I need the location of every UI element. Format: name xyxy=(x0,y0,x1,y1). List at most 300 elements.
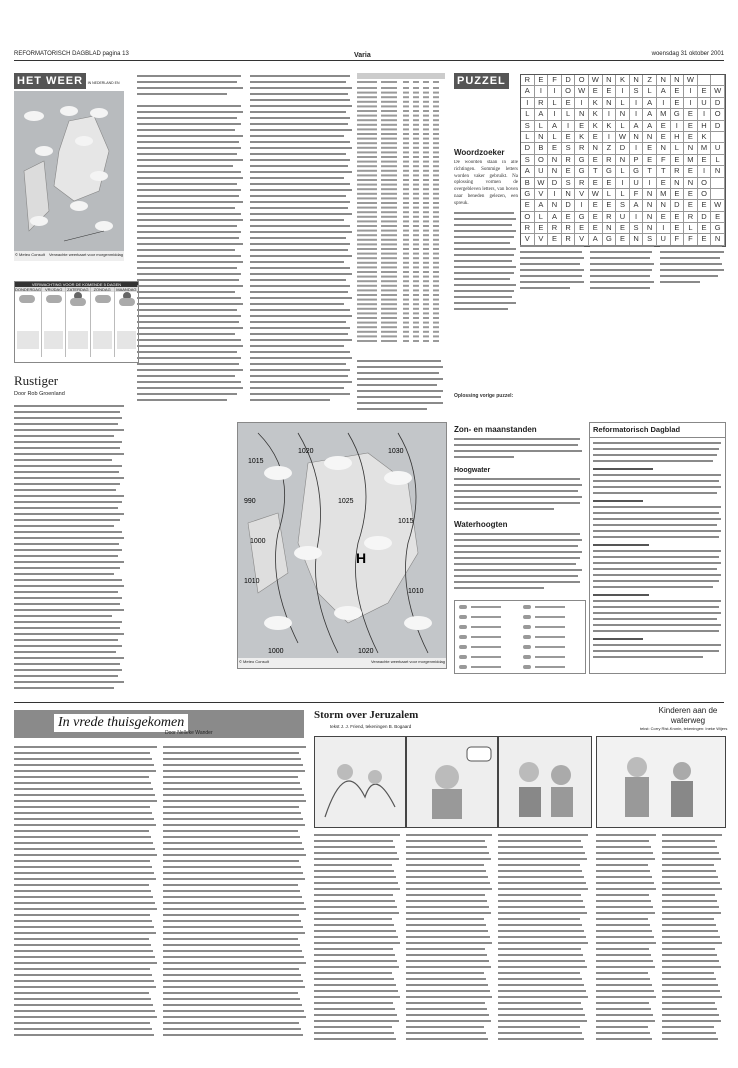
text-line xyxy=(163,746,306,748)
table-cell xyxy=(423,230,429,232)
text-line xyxy=(596,1014,653,1016)
text-line xyxy=(314,996,400,998)
table-cell xyxy=(413,133,419,135)
grid-cell: R xyxy=(521,223,535,234)
puzzle-logo xyxy=(454,73,514,91)
text-line xyxy=(662,834,722,836)
grid-cell: E xyxy=(535,75,549,86)
text-line xyxy=(662,1038,718,1040)
text-line xyxy=(662,930,718,932)
text-line xyxy=(596,930,652,932)
grid-cell: A xyxy=(630,121,644,132)
table-cell xyxy=(413,110,419,112)
text-line xyxy=(163,962,306,964)
text-line xyxy=(662,1032,716,1034)
text-line xyxy=(163,830,298,832)
text-line xyxy=(662,960,719,962)
grid-cell: O xyxy=(521,212,535,223)
table-cell xyxy=(357,101,377,103)
grid-cell: D xyxy=(562,200,576,211)
table-cell xyxy=(433,211,439,213)
table-cell xyxy=(403,331,409,333)
text-line xyxy=(498,972,580,974)
table-cell xyxy=(381,225,397,227)
text-line xyxy=(14,812,152,814)
table-cell xyxy=(381,276,397,278)
text-line xyxy=(596,924,650,926)
text-line xyxy=(14,926,154,928)
table-cell xyxy=(413,276,419,278)
table-cell xyxy=(433,174,439,176)
text-line xyxy=(14,962,157,964)
table-cell xyxy=(403,161,409,163)
table-cell xyxy=(423,151,429,153)
table-cell xyxy=(403,289,409,291)
forecast-day: ZATERDAG xyxy=(66,287,90,357)
table-cell xyxy=(433,101,439,103)
text-line xyxy=(14,974,152,976)
grid-cell: R xyxy=(562,223,576,234)
text-line xyxy=(596,990,654,992)
grid-cell: W xyxy=(575,86,589,97)
grid-cell: V xyxy=(535,234,549,245)
table-cell xyxy=(357,317,377,319)
text-line xyxy=(406,942,492,944)
table-cell xyxy=(413,285,419,287)
kids-text-col-1 xyxy=(596,832,658,1047)
text-line xyxy=(596,876,652,878)
text-line xyxy=(406,1014,489,1016)
grid-cell: L xyxy=(521,109,535,120)
text-line xyxy=(314,1020,399,1022)
comic-text-col-3 xyxy=(498,832,590,1047)
table-cell xyxy=(423,322,429,324)
text-line xyxy=(314,942,400,944)
table-cell xyxy=(423,147,429,149)
text-line xyxy=(596,888,656,890)
table-cell xyxy=(381,133,397,135)
table-cell xyxy=(423,308,429,310)
text-line xyxy=(14,824,156,826)
table-cell xyxy=(433,239,439,241)
table-cell xyxy=(381,266,397,268)
table-cell xyxy=(357,147,377,149)
text-line xyxy=(314,906,397,908)
table-cell xyxy=(381,299,397,301)
grid-cell: E xyxy=(671,189,685,200)
grid-cell: G xyxy=(575,212,589,223)
text-line xyxy=(314,1038,396,1040)
grid-cell: U xyxy=(698,98,712,109)
text-line xyxy=(14,842,153,844)
table-cell xyxy=(357,170,377,172)
puzzle-logo-word: PUZZEL xyxy=(454,73,509,89)
text-line xyxy=(498,1002,581,1004)
table-cell xyxy=(433,289,439,291)
text-line xyxy=(498,894,581,896)
text-line xyxy=(406,834,492,836)
text-line xyxy=(498,990,586,992)
text-line xyxy=(314,984,396,986)
isobar-label: 1010 xyxy=(244,578,260,585)
table-cell xyxy=(413,124,419,126)
grid-cell: M xyxy=(657,109,671,120)
text-line xyxy=(163,890,300,892)
table-cell xyxy=(423,276,429,278)
table-cell xyxy=(403,101,409,103)
text-line xyxy=(406,966,491,968)
grid-cell: E xyxy=(657,212,671,223)
table-cell xyxy=(403,197,409,199)
story-banner xyxy=(14,710,304,738)
text-line xyxy=(596,978,650,980)
text-line xyxy=(406,906,489,908)
text-line xyxy=(163,968,299,970)
text-line xyxy=(314,930,396,932)
grid-cell: S xyxy=(643,234,657,245)
table-cell xyxy=(357,234,377,236)
text-line xyxy=(596,882,654,884)
text-line xyxy=(596,1032,650,1034)
weather-logo-sub: IN NEDERLAND EN xyxy=(87,81,120,85)
table-cell xyxy=(381,184,397,186)
table-cell xyxy=(381,101,397,103)
table-cell xyxy=(413,165,419,167)
weather-map-graphic xyxy=(14,91,124,253)
weather-map-credit: © Meteo Consult xyxy=(15,252,45,257)
grid-cell: E xyxy=(671,98,685,109)
colophon-title: Reformatorisch Dagblad xyxy=(590,423,725,438)
grid-cell: I xyxy=(698,109,712,120)
table-cell xyxy=(413,138,419,140)
grid-cell: N xyxy=(630,132,644,143)
table-cell xyxy=(381,105,397,107)
grid-cell: E xyxy=(562,212,576,223)
table-cell xyxy=(423,174,429,176)
text-line xyxy=(498,978,582,980)
grid-cell: A xyxy=(535,200,549,211)
grid-cell: E xyxy=(698,200,712,211)
text-line xyxy=(498,852,585,854)
table-cell xyxy=(357,96,377,98)
text-line xyxy=(14,1022,150,1024)
text-line xyxy=(163,926,303,928)
grid-cell: A xyxy=(589,234,603,245)
weather-text-column-1 xyxy=(137,73,245,413)
text-line xyxy=(596,936,654,938)
table-cell xyxy=(413,303,419,305)
table-cell xyxy=(423,335,429,337)
table-cell xyxy=(423,188,429,190)
text-line xyxy=(14,998,151,1000)
table-cell xyxy=(357,165,377,167)
woordzoeker-text xyxy=(454,160,518,420)
table-cell xyxy=(357,87,377,89)
text-line xyxy=(163,860,299,862)
table-cell xyxy=(381,119,397,121)
table-cell xyxy=(403,294,409,296)
text-line xyxy=(314,918,392,920)
grid-cell: E xyxy=(698,155,712,166)
table-cell xyxy=(403,230,409,232)
table-cell xyxy=(433,184,439,186)
text-line xyxy=(314,966,399,968)
text-line xyxy=(14,908,157,910)
table-cell xyxy=(403,312,409,314)
grid-cell: W xyxy=(589,75,603,86)
table-cell xyxy=(403,317,409,319)
grid-cell: V xyxy=(575,189,589,200)
table-cell xyxy=(357,174,377,176)
isobar-label: 1030 xyxy=(388,448,404,455)
table-cell xyxy=(381,234,397,236)
grid-cell: N xyxy=(684,178,698,189)
table-cell xyxy=(403,105,409,107)
table-cell xyxy=(381,262,397,264)
text-line xyxy=(596,918,648,920)
comic-strip xyxy=(314,736,590,826)
text-line xyxy=(596,864,648,866)
text-line xyxy=(662,852,719,854)
table-cell xyxy=(357,138,377,140)
text-line xyxy=(406,912,491,914)
text-line xyxy=(596,984,652,986)
text-line xyxy=(596,894,649,896)
grid-cell: N xyxy=(548,166,562,177)
grid-cell: G xyxy=(711,223,725,234)
header-section: Varia xyxy=(354,52,371,59)
text-line xyxy=(163,944,300,946)
text-line xyxy=(596,996,656,998)
table-cell xyxy=(433,234,439,236)
text-line xyxy=(14,968,150,970)
grid-cell xyxy=(711,178,725,189)
grid-cell: E xyxy=(603,200,617,211)
text-line xyxy=(163,878,305,880)
woordzoeker-intro: De woorden staan in alle richtingen. Sommige letters worden vaker gebruikt. Na oplossing vormen de overgebleven letters, van boven naar beneden gelezen, een spreuk. xyxy=(454,160,518,206)
table-cell xyxy=(403,326,409,328)
weather-text-column-2 xyxy=(250,73,354,413)
table-cell xyxy=(403,96,409,98)
text-line xyxy=(498,948,581,950)
text-line xyxy=(596,858,655,860)
table-cell xyxy=(403,299,409,301)
table-cell xyxy=(381,340,397,342)
grid-cell: R xyxy=(535,98,549,109)
table-cell xyxy=(357,184,377,186)
text-line xyxy=(14,878,156,880)
table-cell xyxy=(413,331,419,333)
text-line xyxy=(662,1026,714,1028)
table-cell xyxy=(423,225,429,227)
weather-logo xyxy=(14,73,124,89)
text-line xyxy=(314,888,400,890)
grid-cell: I xyxy=(630,109,644,120)
text-line xyxy=(163,956,304,958)
table-cell xyxy=(433,225,439,227)
table-cell xyxy=(381,239,397,241)
table-cell xyxy=(433,271,439,273)
text-line xyxy=(14,1010,155,1012)
grid-cell: S xyxy=(562,178,576,189)
table-cell xyxy=(423,138,429,140)
text-line xyxy=(163,776,298,778)
text-line xyxy=(14,1034,154,1036)
grid-cell: A xyxy=(521,166,535,177)
table-cell xyxy=(403,174,409,176)
text-line xyxy=(14,788,153,790)
grid-cell: E xyxy=(671,223,685,234)
text-line xyxy=(163,824,305,826)
table-cell xyxy=(381,216,397,218)
text-line xyxy=(314,978,394,980)
grid-cell: E xyxy=(643,143,657,154)
kids-illustration xyxy=(596,736,726,828)
text-line xyxy=(662,942,722,944)
grid-cell: N xyxy=(671,75,685,86)
table-cell xyxy=(381,110,397,112)
grid-cell: D xyxy=(711,121,725,132)
text-line xyxy=(406,936,490,938)
text-line xyxy=(406,1020,491,1022)
grid-cell: E xyxy=(684,121,698,132)
grid-cell: A xyxy=(643,121,657,132)
table-cell xyxy=(413,87,419,89)
table-cell xyxy=(433,110,439,112)
table-cell xyxy=(381,326,397,328)
text-line xyxy=(14,884,149,886)
text-line xyxy=(163,806,299,808)
table-cell xyxy=(423,105,429,107)
table-cell xyxy=(381,207,397,209)
grid-cell: A xyxy=(630,200,644,211)
grid-cell: N xyxy=(630,234,644,245)
table-cell xyxy=(357,124,377,126)
table-cell xyxy=(413,289,419,291)
text-line xyxy=(498,1014,585,1016)
table-cell xyxy=(403,119,409,121)
text-line xyxy=(662,888,722,890)
text-line xyxy=(163,884,298,886)
table-cell xyxy=(381,170,397,172)
table-cell xyxy=(381,165,397,167)
table-cell xyxy=(381,308,397,310)
text-line xyxy=(498,912,587,914)
grid-row xyxy=(521,200,725,211)
grid-cell: F xyxy=(671,234,685,245)
table-cell xyxy=(413,101,419,103)
table-cell xyxy=(423,312,429,314)
table-cell xyxy=(381,211,397,213)
grid-cell: N xyxy=(643,212,657,223)
table-cell xyxy=(403,179,409,181)
table-cell xyxy=(413,156,419,158)
grid-cell: E xyxy=(711,212,725,223)
table-cell xyxy=(423,294,429,296)
grid-cell: N xyxy=(603,98,617,109)
grid-cell: N xyxy=(657,143,671,154)
text-line xyxy=(406,852,489,854)
grid-cell: L xyxy=(616,189,630,200)
weather-map-caption: Verwachte weerkaart voor morgenmiddag xyxy=(48,252,123,257)
grid-cell: E xyxy=(562,98,576,109)
text-line xyxy=(596,1008,651,1010)
text-line xyxy=(14,914,150,916)
table-cell xyxy=(357,188,377,190)
table-cell xyxy=(423,119,429,121)
table-cell xyxy=(433,303,439,305)
table-cell xyxy=(381,156,397,158)
text-line xyxy=(596,960,653,962)
grid-cell: V xyxy=(535,189,549,200)
text-line xyxy=(662,1008,717,1010)
grid-cell: R xyxy=(671,166,685,177)
text-line xyxy=(498,876,584,878)
table-cell xyxy=(403,165,409,167)
text-line xyxy=(498,1020,587,1022)
text-line xyxy=(314,954,395,956)
text-line xyxy=(662,882,720,884)
grid-cell: N xyxy=(711,234,725,245)
hoogwater-title: Hoogwater xyxy=(454,467,491,474)
grid-cell: N xyxy=(562,189,576,200)
grid-row xyxy=(521,132,725,143)
table-cell xyxy=(403,133,409,135)
table-cell xyxy=(357,115,377,117)
table-cell xyxy=(423,280,429,282)
table-cell xyxy=(413,234,419,236)
grid-cell: N xyxy=(603,75,617,86)
comic-panel xyxy=(314,736,406,828)
text-line xyxy=(163,998,300,1000)
text-line xyxy=(314,834,400,836)
table-cell xyxy=(423,216,429,218)
grid-cell: R xyxy=(548,223,562,234)
table-cell xyxy=(413,326,419,328)
grid-cell: W xyxy=(616,132,630,143)
header-date: woensdag 31 oktober 2001 xyxy=(651,51,724,57)
grid-cell: F xyxy=(548,75,562,86)
text-line xyxy=(14,752,150,754)
grid-cell: E xyxy=(589,200,603,211)
table-cell xyxy=(433,276,439,278)
table-cell xyxy=(433,133,439,135)
grid-cell: S xyxy=(630,223,644,234)
isobar-label: 1020 xyxy=(298,448,314,455)
grid-cell: I xyxy=(657,223,671,234)
table-cell xyxy=(433,165,439,167)
table-cell xyxy=(413,243,419,245)
isobar-label: 1010 xyxy=(408,588,424,595)
table-cell xyxy=(357,266,377,268)
table-cell xyxy=(413,170,419,172)
text-line xyxy=(314,960,397,962)
table-cell xyxy=(433,248,439,250)
grid-cell xyxy=(711,189,725,200)
grid-cell: U xyxy=(535,166,549,177)
text-line xyxy=(14,806,150,808)
grid-cell: E xyxy=(589,178,603,189)
grid-row xyxy=(521,166,725,177)
table-cell xyxy=(423,87,429,89)
grid-row xyxy=(521,178,725,189)
table-cell xyxy=(433,119,439,121)
text-line xyxy=(596,900,651,902)
text-line xyxy=(314,924,394,926)
grid-cell: S xyxy=(521,155,535,166)
table-cell xyxy=(403,110,409,112)
grid-cell: R xyxy=(603,212,617,223)
